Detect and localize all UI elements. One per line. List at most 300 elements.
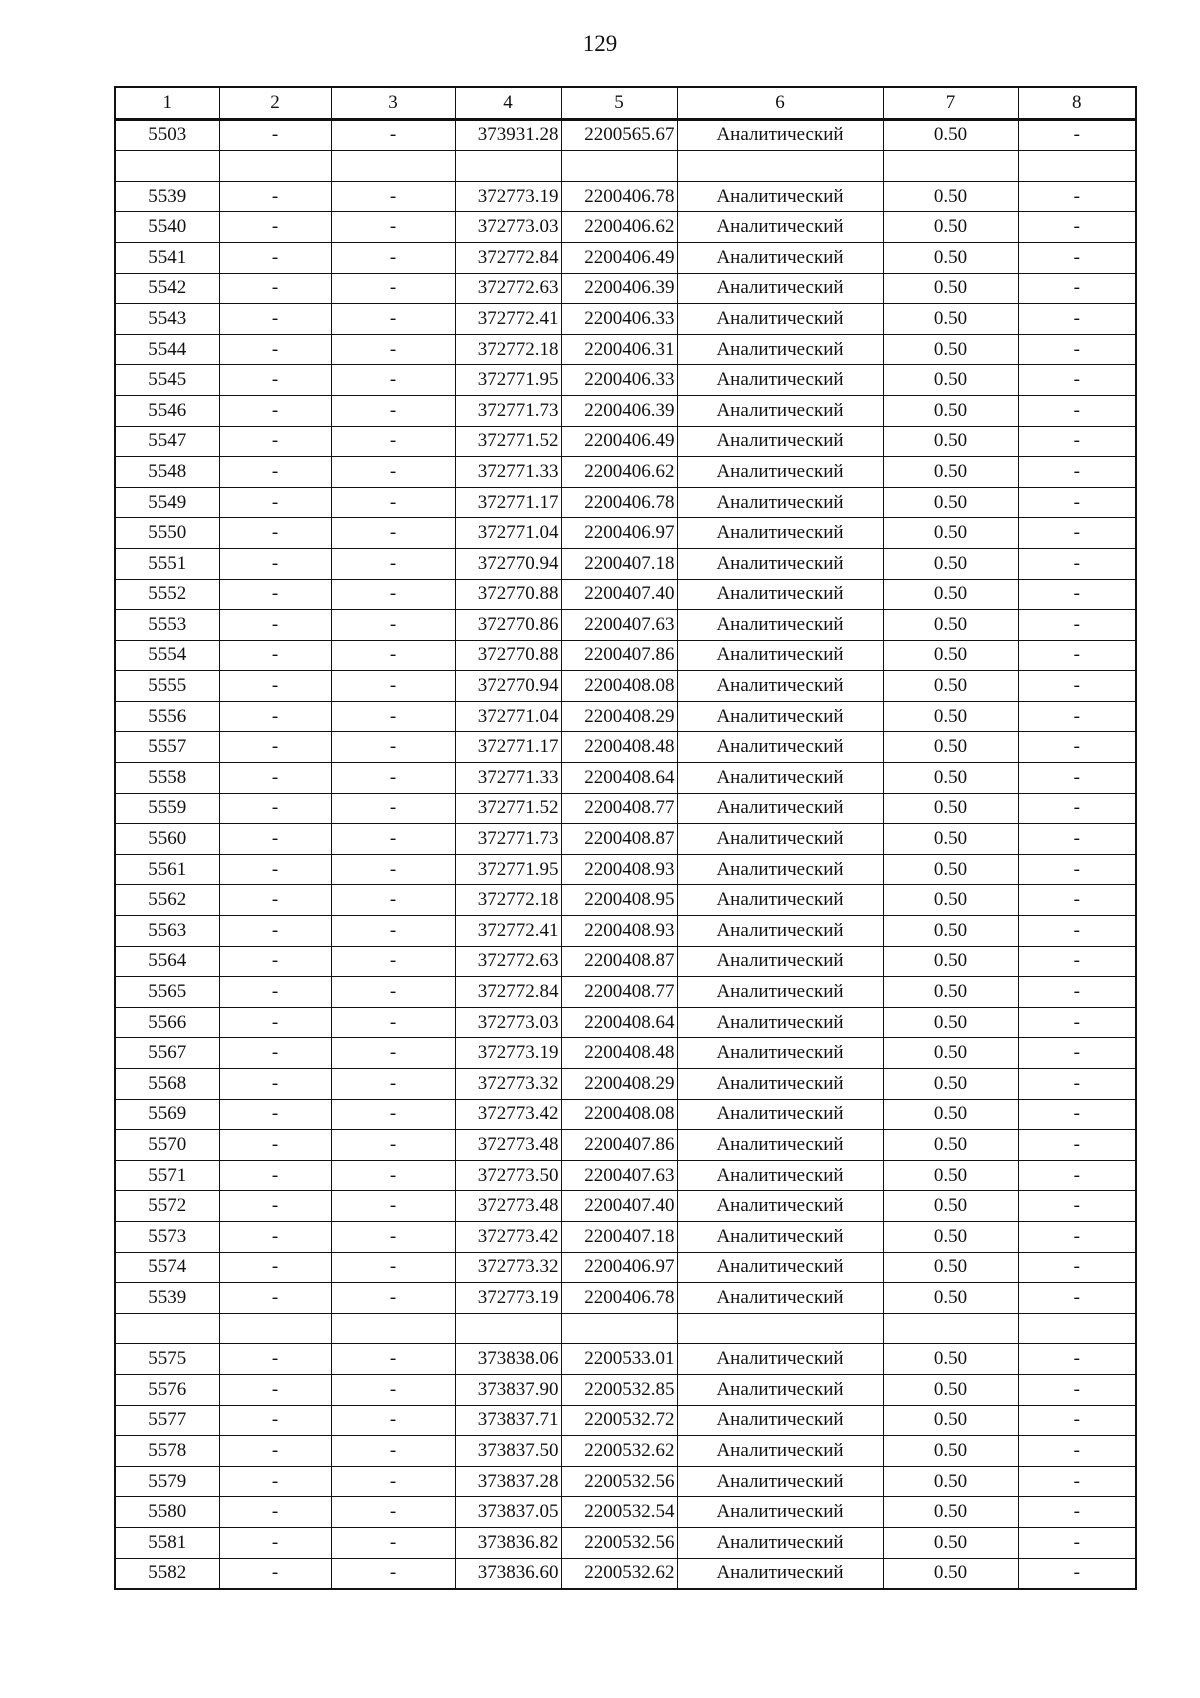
x-coordinate-cell: 373931.28 (455, 119, 561, 151)
point-number-cell: 5569 (115, 1099, 219, 1130)
method-cell: Аналитический (677, 395, 883, 426)
col2-cell: - (219, 854, 331, 885)
method-cell: Аналитический (677, 1344, 883, 1375)
accuracy-cell: 0.50 (883, 610, 1018, 641)
point-number-cell: 5544 (115, 334, 219, 365)
col2-cell: - (219, 304, 331, 335)
point-number-cell: 5573 (115, 1221, 219, 1252)
x-coordinate-cell: 373838.06 (455, 1344, 561, 1375)
col2-cell: - (219, 1344, 331, 1375)
col3-cell: - (331, 1099, 455, 1130)
method-cell: Аналитический (677, 640, 883, 671)
x-coordinate-cell: 372773.42 (455, 1221, 561, 1252)
accuracy-cell: 0.50 (883, 732, 1018, 763)
col2-cell: - (219, 1252, 331, 1283)
table-row (115, 1344, 1136, 1375)
accuracy-cell: 0.50 (883, 1191, 1018, 1222)
col8-cell: - (1018, 1283, 1136, 1314)
col2-cell: - (219, 1558, 331, 1589)
x-coordinate-cell: 372771.95 (455, 365, 561, 396)
col8-cell: - (1018, 119, 1136, 151)
point-number-cell: 5581 (115, 1527, 219, 1558)
accuracy-cell: 0.50 (883, 273, 1018, 304)
table-row (115, 640, 1136, 671)
x-coordinate-cell: 372771.73 (455, 824, 561, 855)
col3-cell: - (331, 457, 455, 488)
x-coordinate-cell: 372772.41 (455, 304, 561, 335)
col8-cell: - (1018, 1069, 1136, 1100)
x-coordinate-cell (455, 151, 561, 182)
col8-cell (1018, 1313, 1136, 1344)
col3-cell: - (331, 518, 455, 549)
method-cell: Аналитический (677, 242, 883, 273)
column-header: 4 (455, 87, 561, 119)
point-number-cell: 5548 (115, 457, 219, 488)
col8-cell: - (1018, 793, 1136, 824)
x-coordinate-cell: 372772.18 (455, 334, 561, 365)
col8-cell: - (1018, 457, 1136, 488)
accuracy-cell: 0.50 (883, 487, 1018, 518)
accuracy-cell: 0.50 (883, 119, 1018, 151)
x-coordinate-cell: 372770.86 (455, 610, 561, 641)
accuracy-cell: 0.50 (883, 518, 1018, 549)
accuracy-cell: 0.50 (883, 242, 1018, 273)
col8-cell: - (1018, 273, 1136, 304)
method-cell: Аналитический (677, 1374, 883, 1405)
col3-cell: - (331, 1527, 455, 1558)
accuracy-cell: 0.50 (883, 426, 1018, 457)
y-coordinate-cell: 2200532.56 (561, 1466, 677, 1497)
col3-cell: - (331, 977, 455, 1008)
x-coordinate-cell (455, 1313, 561, 1344)
point-number-cell: 5574 (115, 1252, 219, 1283)
col8-cell: - (1018, 212, 1136, 243)
y-coordinate-cell: 2200532.54 (561, 1497, 677, 1528)
table-row (115, 1221, 1136, 1252)
table-row (115, 885, 1136, 916)
accuracy-cell: 0.50 (883, 977, 1018, 1008)
accuracy-cell: 0.50 (883, 1130, 1018, 1161)
method-cell: Аналитический (677, 1252, 883, 1283)
accuracy-cell: 0.50 (883, 1099, 1018, 1130)
x-coordinate-cell: 372773.32 (455, 1252, 561, 1283)
accuracy-cell: 0.50 (883, 1069, 1018, 1100)
table-row (115, 395, 1136, 426)
point-number-cell: 5541 (115, 242, 219, 273)
col3-cell: - (331, 119, 455, 151)
col2-cell (219, 151, 331, 182)
y-coordinate-cell: 2200406.97 (561, 1252, 677, 1283)
table-row (115, 977, 1136, 1008)
col3-cell: - (331, 579, 455, 610)
table-row (115, 334, 1136, 365)
col8-cell: - (1018, 977, 1136, 1008)
table-row (115, 1497, 1136, 1528)
table-row (115, 1130, 1136, 1161)
col8-cell: - (1018, 579, 1136, 610)
col8-cell: - (1018, 701, 1136, 732)
col8-cell: - (1018, 1497, 1136, 1528)
col3-cell: - (331, 273, 455, 304)
column-header: 2 (219, 87, 331, 119)
point-number-cell: 5576 (115, 1374, 219, 1405)
accuracy-cell: 0.50 (883, 365, 1018, 396)
accuracy-cell: 0.50 (883, 395, 1018, 426)
point-number-cell: 5551 (115, 548, 219, 579)
x-coordinate-cell: 372771.04 (455, 701, 561, 732)
col2-cell: - (219, 1160, 331, 1191)
col8-cell: - (1018, 1405, 1136, 1436)
col3-cell: - (331, 640, 455, 671)
col3-cell: - (331, 365, 455, 396)
page-number: 129 (582, 31, 618, 56)
accuracy-cell (883, 151, 1018, 182)
accuracy-cell: 0.50 (883, 1527, 1018, 1558)
method-cell: Аналитический (677, 1283, 883, 1314)
point-number-cell: 5578 (115, 1436, 219, 1467)
y-coordinate-cell: 2200408.48 (561, 1038, 677, 1069)
col3-cell: - (331, 701, 455, 732)
method-cell: Аналитический (677, 365, 883, 396)
method-cell: Аналитический (677, 273, 883, 304)
x-coordinate-cell: 373837.90 (455, 1374, 561, 1405)
col8-cell: - (1018, 518, 1136, 549)
col8-cell: - (1018, 487, 1136, 518)
col2-cell: - (219, 916, 331, 947)
y-coordinate-cell: 2200408.93 (561, 854, 677, 885)
col3-cell: - (331, 212, 455, 243)
col3-cell: - (331, 1405, 455, 1436)
col3-cell: - (331, 1221, 455, 1252)
y-coordinate-cell: 2200406.33 (561, 304, 677, 335)
point-number-cell: 5549 (115, 487, 219, 518)
accuracy-cell: 0.50 (883, 457, 1018, 488)
x-coordinate-cell: 372771.95 (455, 854, 561, 885)
col8-cell: - (1018, 426, 1136, 457)
col3-cell: - (331, 1007, 455, 1038)
y-coordinate-cell: 2200406.97 (561, 518, 677, 549)
col3-cell: - (331, 671, 455, 702)
col8-cell: - (1018, 1252, 1136, 1283)
y-coordinate-cell: 2200406.33 (561, 365, 677, 396)
method-cell: Аналитический (677, 119, 883, 151)
point-number-cell: 5546 (115, 395, 219, 426)
col8-cell: - (1018, 242, 1136, 273)
point-number-cell: 5579 (115, 1466, 219, 1497)
method-cell: Аналитический (677, 1558, 883, 1589)
accuracy-cell: 0.50 (883, 1558, 1018, 1589)
method-cell: Аналитический (677, 1038, 883, 1069)
y-coordinate-cell: 2200408.87 (561, 824, 677, 855)
col3-cell: - (331, 334, 455, 365)
accuracy-cell: 0.50 (883, 854, 1018, 885)
method-cell: Аналитический (677, 181, 883, 212)
point-number-cell: 5570 (115, 1130, 219, 1161)
method-cell: Аналитический (677, 304, 883, 335)
x-coordinate-cell: 372771.04 (455, 518, 561, 549)
point-number-cell: 5565 (115, 977, 219, 1008)
table-row (115, 273, 1136, 304)
y-coordinate-cell: 2200407.40 (561, 579, 677, 610)
col2-cell: - (219, 1221, 331, 1252)
table-row (115, 457, 1136, 488)
x-coordinate-cell: 372773.03 (455, 212, 561, 243)
y-coordinate-cell: 2200532.62 (561, 1558, 677, 1589)
col8-cell: - (1018, 640, 1136, 671)
accuracy-cell: 0.50 (883, 1436, 1018, 1467)
table-row (115, 1466, 1136, 1497)
x-coordinate-cell: 372773.19 (455, 1283, 561, 1314)
x-coordinate-cell: 372771.17 (455, 732, 561, 763)
col3-cell: - (331, 1497, 455, 1528)
method-cell: Аналитический (677, 793, 883, 824)
accuracy-cell: 0.50 (883, 1344, 1018, 1375)
y-coordinate-cell: 2200408.93 (561, 916, 677, 947)
col2-cell: - (219, 1130, 331, 1161)
col2-cell: - (219, 671, 331, 702)
y-coordinate-cell: 2200406.62 (561, 212, 677, 243)
table-row (115, 1191, 1136, 1222)
table-row (115, 1436, 1136, 1467)
col3-cell: - (331, 1191, 455, 1222)
table-row (115, 1007, 1136, 1038)
col3-cell: - (331, 793, 455, 824)
method-cell: Аналитический (677, 1099, 883, 1130)
col2-cell: - (219, 273, 331, 304)
y-coordinate-cell: 2200408.64 (561, 763, 677, 794)
point-number-cell: 5577 (115, 1405, 219, 1436)
y-coordinate-cell: 2200532.62 (561, 1436, 677, 1467)
x-coordinate-cell: 372773.03 (455, 1007, 561, 1038)
col8-cell: - (1018, 304, 1136, 335)
col3-cell: - (331, 1252, 455, 1283)
table-row (115, 701, 1136, 732)
col2-cell: - (219, 1466, 331, 1497)
col2-cell: - (219, 365, 331, 396)
method-cell: Аналитический (677, 1405, 883, 1436)
col8-cell: - (1018, 1527, 1136, 1558)
table-row (115, 518, 1136, 549)
col3-cell: - (331, 1038, 455, 1069)
col8-cell: - (1018, 824, 1136, 855)
x-coordinate-cell: 372773.19 (455, 181, 561, 212)
point-number-cell: 5539 (115, 181, 219, 212)
col3-cell: - (331, 548, 455, 579)
col2-cell: - (219, 548, 331, 579)
table-row (115, 793, 1136, 824)
method-cell (677, 151, 883, 182)
method-cell: Аналитический (677, 1436, 883, 1467)
col2-cell: - (219, 181, 331, 212)
col3-cell: - (331, 304, 455, 335)
table-row (115, 732, 1136, 763)
accuracy-cell: 0.50 (883, 1374, 1018, 1405)
point-number-cell: 5556 (115, 701, 219, 732)
y-coordinate-cell: 2200406.62 (561, 457, 677, 488)
y-coordinate-cell: 2200407.86 (561, 1130, 677, 1161)
accuracy-cell: 0.50 (883, 671, 1018, 702)
x-coordinate-cell: 373837.71 (455, 1405, 561, 1436)
x-coordinate-cell: 372773.19 (455, 1038, 561, 1069)
col8-cell: - (1018, 610, 1136, 641)
point-number-cell: 5542 (115, 273, 219, 304)
table-row (115, 1405, 1136, 1436)
point-number-cell: 5567 (115, 1038, 219, 1069)
y-coordinate-cell: 2200406.39 (561, 395, 677, 426)
table-row (115, 304, 1136, 335)
y-coordinate-cell: 2200406.31 (561, 334, 677, 365)
y-coordinate-cell: 2200408.48 (561, 732, 677, 763)
col8-cell: - (1018, 1160, 1136, 1191)
point-number-cell: 5582 (115, 1558, 219, 1589)
point-number-cell: 5540 (115, 212, 219, 243)
table-row (115, 1374, 1136, 1405)
method-cell: Аналитический (677, 732, 883, 763)
x-coordinate-cell: 373837.28 (455, 1466, 561, 1497)
table-row (115, 946, 1136, 977)
method-cell: Аналитический (677, 1007, 883, 1038)
col3-cell: - (331, 916, 455, 947)
y-coordinate-cell: 2200407.40 (561, 1191, 677, 1222)
table-row (115, 916, 1136, 947)
col8-cell: - (1018, 395, 1136, 426)
col3-cell: - (331, 1374, 455, 1405)
x-coordinate-cell: 372771.52 (455, 426, 561, 457)
accuracy-cell: 0.50 (883, 763, 1018, 794)
col8-cell: - (1018, 854, 1136, 885)
method-cell: Аналитический (677, 854, 883, 885)
col8-cell: - (1018, 1130, 1136, 1161)
table-row (115, 1527, 1136, 1558)
col2-cell: - (219, 1527, 331, 1558)
col2-cell: - (219, 1374, 331, 1405)
method-cell: Аналитический (677, 518, 883, 549)
table-row-empty (115, 151, 1136, 182)
col8-cell: - (1018, 1221, 1136, 1252)
point-number-cell: 5543 (115, 304, 219, 335)
col3-cell: - (331, 1069, 455, 1100)
method-cell: Аналитический (677, 946, 883, 977)
y-coordinate-cell: 2200408.08 (561, 1099, 677, 1130)
col2-cell: - (219, 1007, 331, 1038)
y-coordinate-cell: 2200408.29 (561, 701, 677, 732)
method-cell: Аналитический (677, 885, 883, 916)
col3-cell: - (331, 854, 455, 885)
col8-cell: - (1018, 1099, 1136, 1130)
accuracy-cell: 0.50 (883, 334, 1018, 365)
x-coordinate-cell: 372773.48 (455, 1191, 561, 1222)
x-coordinate-cell: 372773.50 (455, 1160, 561, 1191)
col2-cell: - (219, 334, 331, 365)
y-coordinate-cell: 2200408.95 (561, 885, 677, 916)
table-row (115, 854, 1136, 885)
col3-cell (331, 151, 455, 182)
x-coordinate-cell: 372773.48 (455, 1130, 561, 1161)
point-number-cell: 5539 (115, 1283, 219, 1314)
col2-cell: - (219, 119, 331, 151)
table-row (115, 671, 1136, 702)
accuracy-cell: 0.50 (883, 946, 1018, 977)
y-coordinate-cell: 2200406.78 (561, 487, 677, 518)
col2-cell: - (219, 579, 331, 610)
point-number-cell: 5560 (115, 824, 219, 855)
accuracy-cell: 0.50 (883, 548, 1018, 579)
col3-cell: - (331, 763, 455, 794)
table-row (115, 1069, 1136, 1100)
x-coordinate-cell: 372771.73 (455, 395, 561, 426)
point-number-cell: 5563 (115, 916, 219, 947)
column-header: 5 (561, 87, 677, 119)
x-coordinate-cell: 372772.41 (455, 916, 561, 947)
col3-cell: - (331, 1344, 455, 1375)
col2-cell: - (219, 824, 331, 855)
x-coordinate-cell: 372772.84 (455, 242, 561, 273)
point-number-cell: 5564 (115, 946, 219, 977)
method-cell: Аналитический (677, 548, 883, 579)
col2-cell: - (219, 701, 331, 732)
y-coordinate-cell: 2200407.63 (561, 610, 677, 641)
method-cell: Аналитический (677, 671, 883, 702)
table-row (115, 579, 1136, 610)
col2-cell: - (219, 763, 331, 794)
y-coordinate-cell: 2200408.08 (561, 671, 677, 702)
accuracy-cell: 0.50 (883, 824, 1018, 855)
y-coordinate-cell: 2200407.18 (561, 1221, 677, 1252)
accuracy-cell: 0.50 (883, 793, 1018, 824)
col3-cell: - (331, 181, 455, 212)
col2-cell: - (219, 610, 331, 641)
point-number-cell: 5545 (115, 365, 219, 396)
table-row (115, 548, 1136, 579)
y-coordinate-cell: 2200408.77 (561, 977, 677, 1008)
x-coordinate-cell: 372770.94 (455, 548, 561, 579)
col3-cell: - (331, 242, 455, 273)
y-coordinate-cell: 2200408.77 (561, 793, 677, 824)
y-coordinate-cell (561, 1313, 677, 1344)
method-cell: Аналитический (677, 763, 883, 794)
table-row (115, 1099, 1136, 1130)
y-coordinate-cell: 2200407.86 (561, 640, 677, 671)
col2-cell: - (219, 1283, 331, 1314)
x-coordinate-cell: 372772.63 (455, 273, 561, 304)
y-coordinate-cell: 2200408.29 (561, 1069, 677, 1100)
y-coordinate-cell (561, 151, 677, 182)
table-row (115, 1160, 1136, 1191)
x-coordinate-cell: 372770.88 (455, 640, 561, 671)
col3-cell: - (331, 1283, 455, 1314)
x-coordinate-cell: 372771.17 (455, 487, 561, 518)
point-number-cell: 5572 (115, 1191, 219, 1222)
col8-cell: - (1018, 1344, 1136, 1375)
method-cell (677, 1313, 883, 1344)
accuracy-cell: 0.50 (883, 1160, 1018, 1191)
col2-cell: - (219, 395, 331, 426)
x-coordinate-cell: 372772.18 (455, 885, 561, 916)
method-cell: Аналитический (677, 610, 883, 641)
y-coordinate-cell: 2200406.39 (561, 273, 677, 304)
accuracy-cell (883, 1313, 1018, 1344)
y-coordinate-cell: 2200532.56 (561, 1527, 677, 1558)
accuracy-cell: 0.50 (883, 1252, 1018, 1283)
y-coordinate-cell: 2200406.78 (561, 181, 677, 212)
col2-cell: - (219, 793, 331, 824)
table-row (115, 212, 1136, 243)
col2-cell: - (219, 946, 331, 977)
col8-cell: - (1018, 1191, 1136, 1222)
col3-cell: - (331, 610, 455, 641)
point-number-cell: 5553 (115, 610, 219, 641)
col3-cell: - (331, 1466, 455, 1497)
